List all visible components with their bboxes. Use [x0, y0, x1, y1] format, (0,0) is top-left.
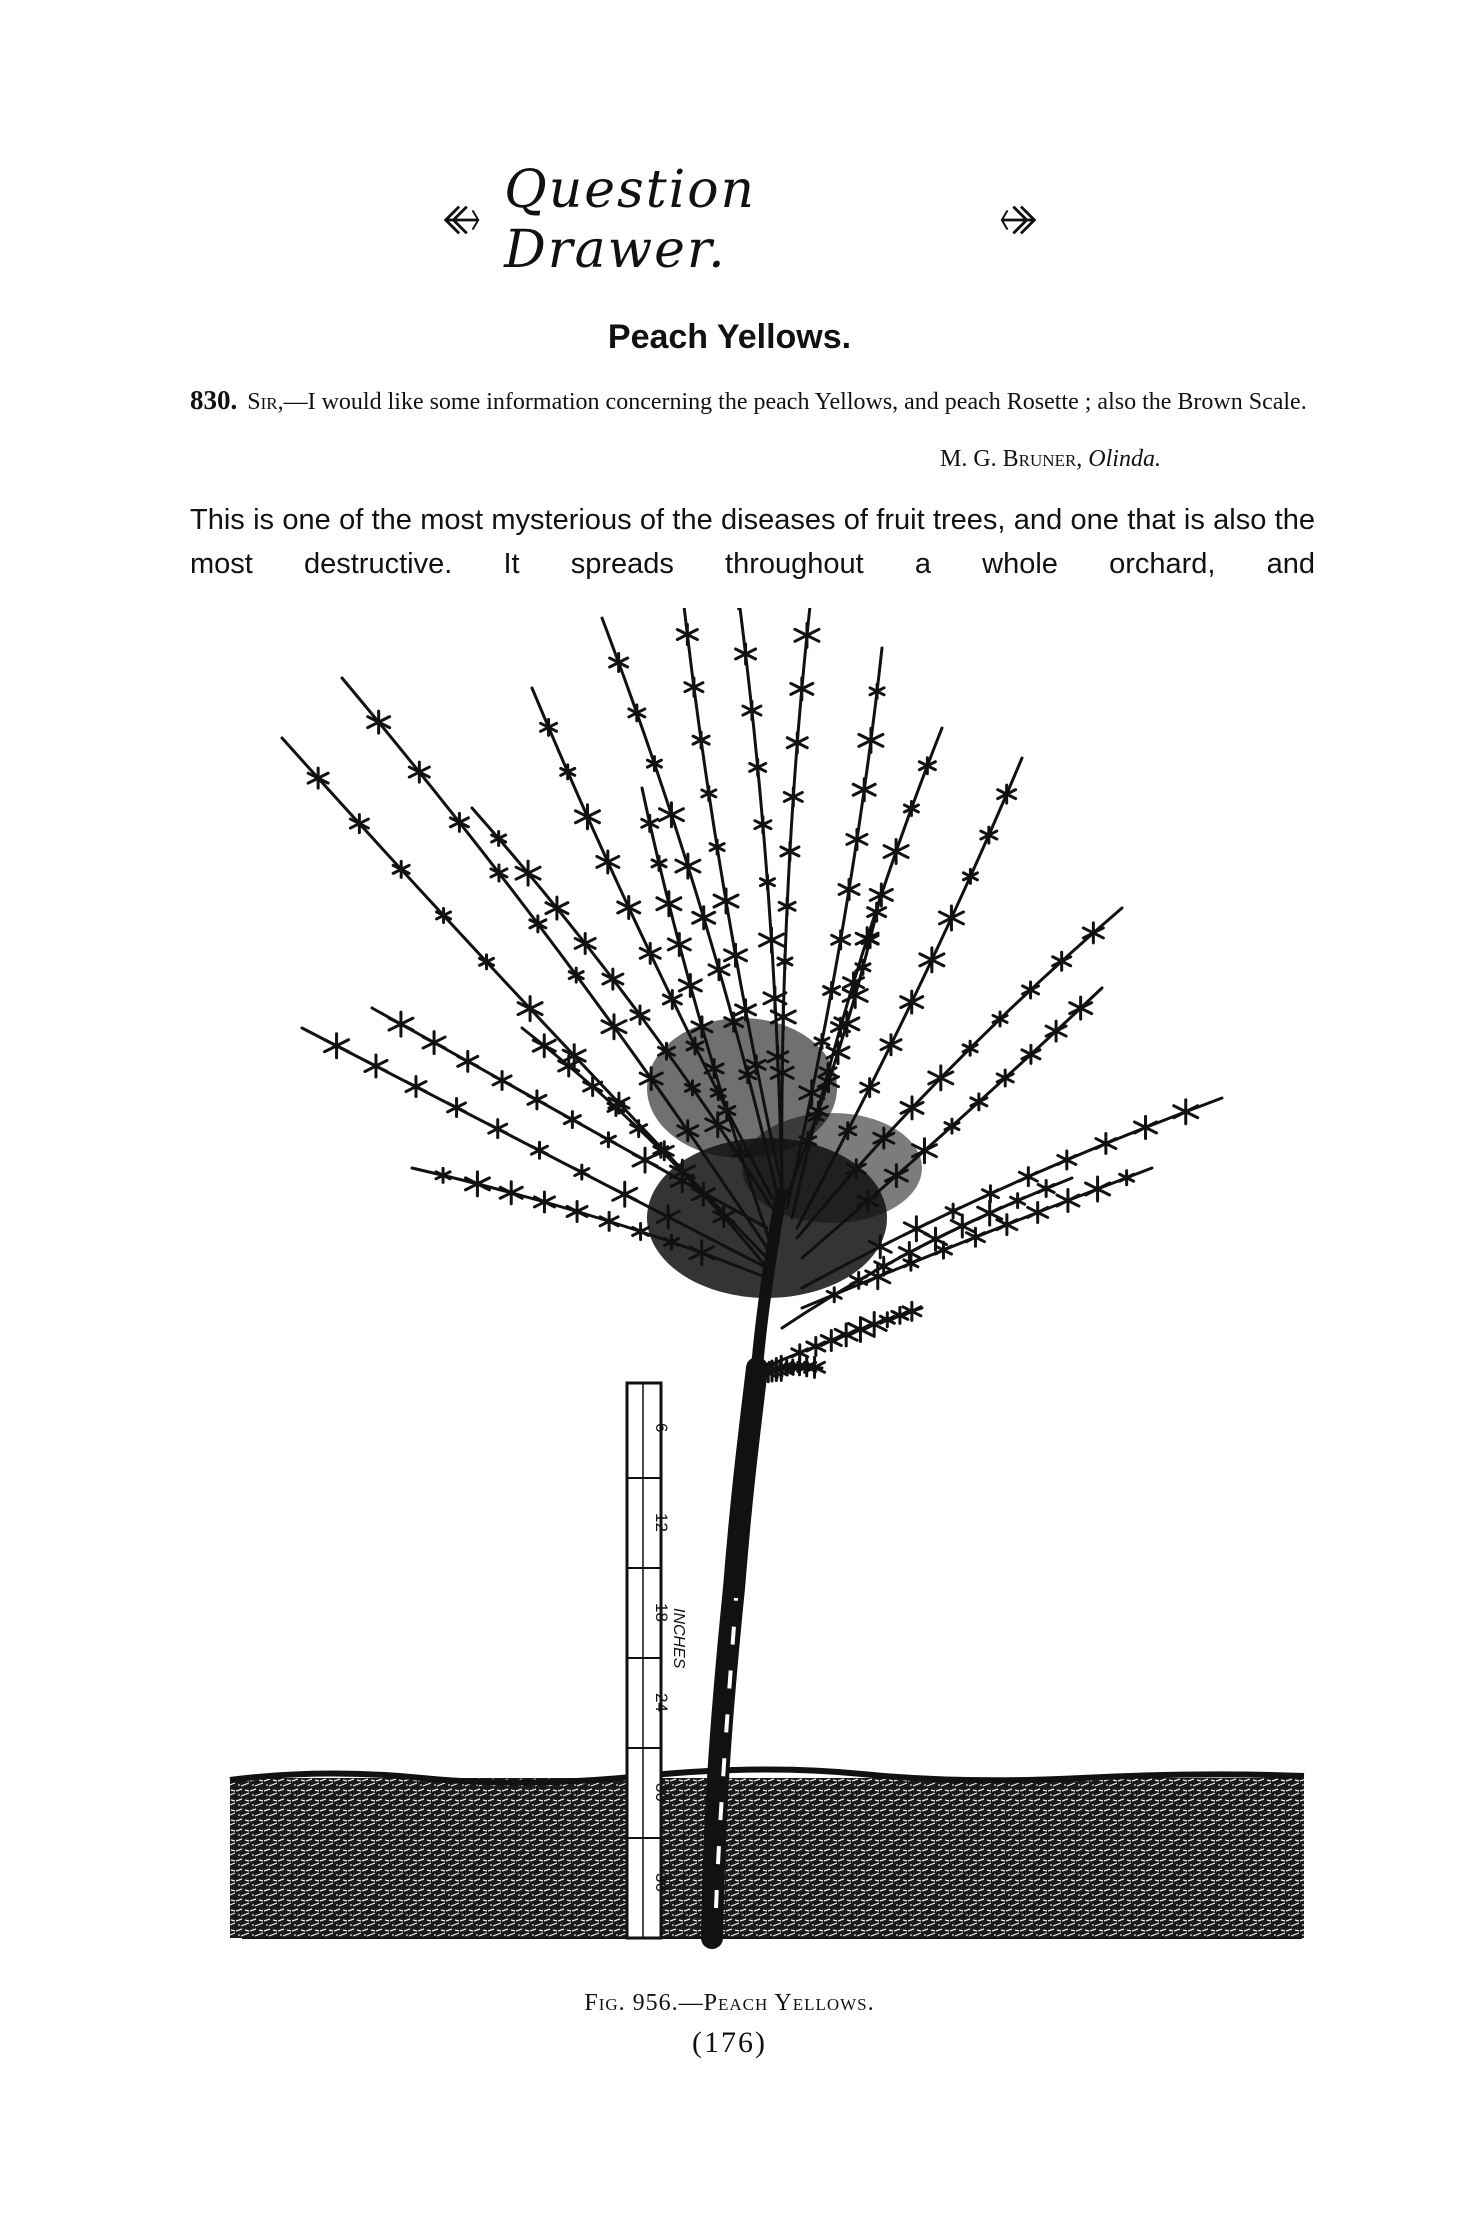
leaf-tuft — [939, 906, 963, 930]
leaf-tuft — [610, 654, 628, 672]
leaf-tuft — [998, 785, 1016, 803]
leaf-tuft — [743, 702, 761, 720]
leaf-tuft — [659, 803, 683, 827]
leaf-tuft — [847, 829, 867, 849]
article-title: Peach Yellows. — [607, 318, 852, 356]
signature-place: Olinda. — [1088, 446, 1161, 472]
leaf-tuft — [679, 974, 701, 996]
leaf-tuft — [821, 1330, 841, 1350]
leaf-tuft — [702, 786, 716, 800]
leaf-tuft — [868, 903, 886, 921]
leaf-tuft — [901, 991, 923, 1013]
leaf-tuft — [676, 854, 700, 878]
leaf-tuft — [406, 1077, 426, 1097]
leaf-tuft — [642, 815, 658, 831]
leaf-tuft — [760, 875, 774, 889]
leaf-tuft — [597, 851, 619, 873]
leaf-tuft — [904, 801, 918, 815]
ruler-mark-24: 24 — [652, 1693, 671, 1712]
answer-paragraph: This is one of the most mysterious of the diseases of fruit trees, and one that is also the most destructive. It spreads throughout a whole orchard, and — [190, 504, 1315, 580]
leaf-tuft — [541, 719, 557, 735]
leaf-tuft — [458, 1051, 478, 1071]
leaf-tuft — [779, 898, 795, 914]
leaf-tuft — [725, 944, 747, 966]
leaf-tuft — [1058, 1151, 1076, 1169]
leaf-tuft — [881, 1035, 901, 1055]
leaf-tuft — [575, 805, 599, 829]
leaf-tuft — [832, 931, 850, 949]
ruler-mark-6: 6 — [652, 1423, 671, 1433]
leaf-tuft — [693, 907, 715, 929]
ruler-mark-18: 18 — [652, 1603, 671, 1622]
leaf-tuft — [1028, 1202, 1048, 1222]
question-number: 830. — [190, 385, 238, 415]
leaf-tuft — [904, 1256, 918, 1270]
figure-caption-text: Fig. 956.—Peach Yellows. — [584, 1990, 875, 2016]
leaf-tuft — [693, 732, 709, 748]
leaf-tuft — [827, 1288, 841, 1302]
leaf-tuft — [1038, 1181, 1054, 1197]
leaf-tuft — [710, 840, 724, 854]
leaf-tuft — [663, 990, 681, 1008]
leaf-tuft — [736, 644, 756, 664]
leaf-tuft — [861, 1079, 879, 1097]
leaf-tuft — [981, 827, 997, 843]
leaf-tuft — [1096, 1134, 1116, 1154]
leaf-tuft — [784, 788, 802, 806]
question-signature — [940, 446, 1260, 473]
figure-caption — [0, 1990, 1459, 2017]
leaf-tuft — [500, 1182, 522, 1204]
leaf-tuft — [489, 1120, 507, 1138]
leaf-tuft — [531, 1142, 547, 1158]
leaf-tuft — [633, 1223, 649, 1239]
leaf-tuft — [728, 608, 750, 609]
leaf-tuft — [1011, 1194, 1025, 1208]
leaf-tuft — [1135, 1116, 1157, 1138]
leaf-tuft — [561, 765, 575, 779]
leaf-tuft — [839, 879, 859, 899]
leaf-tuft — [919, 758, 935, 774]
section-title: Question Drawer. — [504, 160, 757, 280]
leaf-tuft — [904, 1217, 928, 1241]
leaf-tuft — [795, 623, 819, 647]
leaf-tuft — [647, 757, 661, 771]
leaf-tuft — [657, 892, 681, 916]
leaf-tuft — [1086, 1177, 1110, 1201]
left-arrow-ornament-icon — [440, 198, 482, 242]
leaf-tuft — [602, 1015, 626, 1039]
section-header — [440, 160, 1040, 280]
leaf-tuft — [600, 1212, 618, 1230]
leaf-tuft — [982, 1186, 998, 1202]
leaf-tuft — [677, 625, 697, 645]
leaf-tuft — [389, 1012, 413, 1036]
leaf-tuft — [652, 856, 666, 870]
leaf-tuft — [448, 1098, 466, 1116]
leaf-tuft — [859, 728, 883, 752]
leaf-tuft — [781, 842, 799, 860]
leaf-tuft — [755, 817, 771, 833]
leaf-tuft — [668, 933, 690, 955]
leaf-tuft — [709, 960, 729, 980]
leaf-tuft — [493, 1071, 511, 1089]
leaf-tuft — [1019, 1168, 1037, 1186]
leaf-tuft — [618, 896, 640, 918]
ruler-label: INCHES — [670, 1608, 687, 1669]
leaf-tuft — [1174, 1100, 1198, 1124]
leaf-tuft — [633, 1148, 657, 1172]
leaf-tuft — [946, 1204, 960, 1218]
leaf-tuft — [759, 928, 783, 952]
page-number: (176) — [692, 2026, 767, 2059]
leaf-tuft — [325, 1034, 349, 1058]
leaf-tuft — [575, 1165, 589, 1179]
question-text: —I would like some information concerning the peach Yellows, and peach Rosette ; also the Brown Scale. — [283, 389, 1307, 415]
leaf-tuft — [787, 733, 807, 753]
leaf-tuft — [685, 678, 703, 696]
leaf-tuft — [791, 678, 813, 700]
leaf-tuft — [423, 1032, 445, 1054]
leaf-tuft — [534, 1192, 554, 1212]
leaf-tuft — [714, 889, 738, 913]
peach-tree-figure — [222, 608, 1312, 1978]
leaf-tuft — [640, 943, 660, 963]
ruler-mark-36: 36 — [652, 1873, 671, 1892]
signature-name: M. G. Bruner, — [940, 446, 1083, 472]
leaf-tuft — [736, 1000, 756, 1020]
ruler-mark-12: 12 — [652, 1513, 671, 1532]
leaf-tuft — [884, 840, 908, 864]
leaf-tuft — [564, 1112, 580, 1128]
leaf-tuft — [629, 705, 645, 721]
question-salutation: Sir, — [247, 389, 284, 415]
leaf-tuft — [613, 1182, 637, 1206]
leaf-tuft — [601, 1133, 615, 1147]
leaf-tuft — [365, 1055, 387, 1077]
right-arrow-ornament-icon — [998, 198, 1040, 242]
leaf-tuft — [750, 759, 766, 775]
leaf-tuft — [528, 1091, 546, 1109]
ruler-mark-30: 30 — [652, 1783, 671, 1802]
leaf-tuft — [465, 1172, 489, 1196]
leaf-tuft — [567, 1201, 587, 1221]
leaf-tuft — [963, 869, 977, 883]
leaf-tuft — [870, 684, 884, 698]
leaf-tuft — [824, 982, 840, 998]
ground — [230, 1769, 1304, 1938]
question-paragraph — [190, 385, 1310, 417]
leaf-tuft — [1057, 1190, 1079, 1212]
leaf-tuft — [853, 779, 875, 801]
leaf-tuft — [920, 948, 944, 972]
leaf-tuft — [778, 954, 792, 968]
leaf-tuft — [1120, 1171, 1134, 1185]
